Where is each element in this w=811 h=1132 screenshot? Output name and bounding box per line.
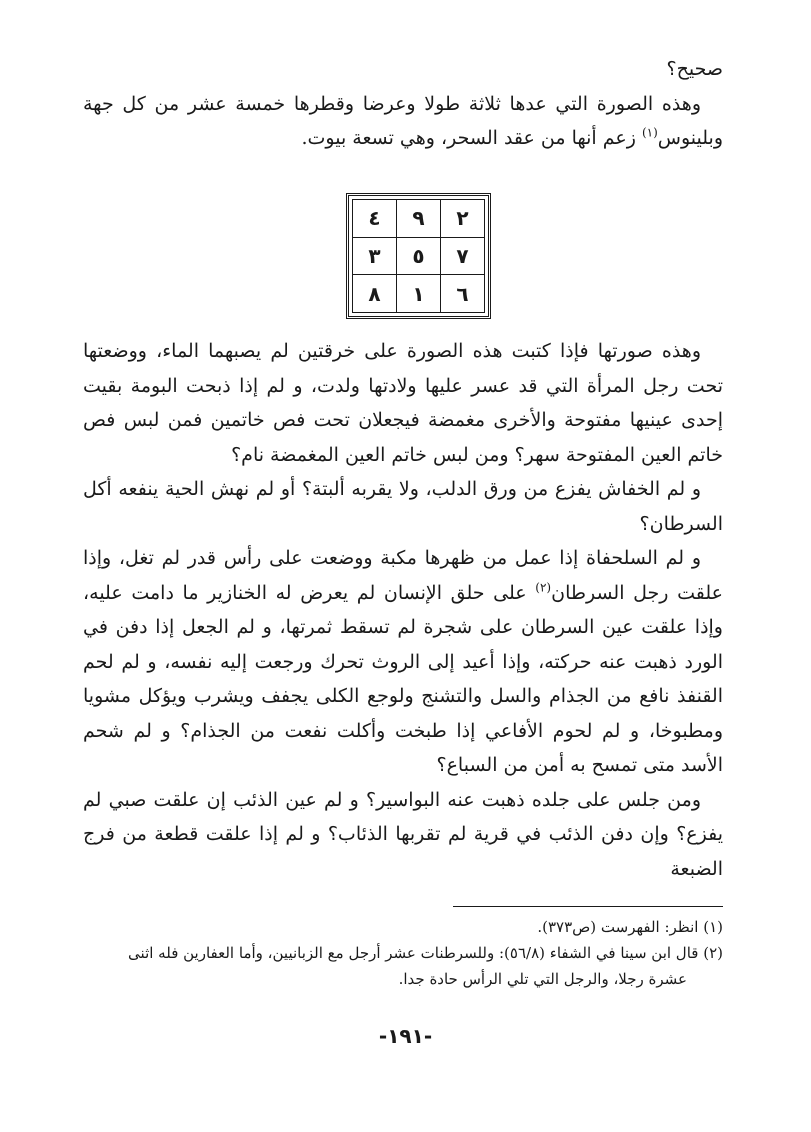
- paragraph-text: على حلق الإنسان لم يعرض له الخنازير ما دامت عليه، وإذا علقت عين السرطان على شجرة لم تسقط ثمرتها، و لم الجعل إذا دفن في الورد ذهبت عنه حركته، وإذا أعيد إلى الروث تحرك ورجعت إليه نفسه، و لم لحم القنفذ نافع من الجذام والسل والتشنج ولوجع الكلى يجفف ويشرب ويؤكل مشويا ومطبوخا، و لم لحوم الأفاعي إذا طبخت وأكلت نفعت من الجذام؟ و لم شحم الأسد متى تمسح به أمن من السباع؟: [83, 581, 723, 776]
- paragraph-square-use: وهذه صورتها فإذا كتبت هذه الصورة على خرقتين لم يصبهما الماء، ووضعتها تحت رجل المرأة التي قد عسر عليها ولادتها ولدت، و لم إذا ذبحت البومة بقيت إحدى عينيها مفتوحة والأخرى مغمضة فيجعلان تحت فص خاتمين فمن لبس فص خاتم العين المفتوحة سهر؟ ومن لبس خاتم العين المغمضة نام؟: [83, 340, 723, 466]
- square-cell: ١: [397, 275, 441, 313]
- paragraph-text: وهذه الصورة التي عدها ثلاثة طولا وعرضا وقطرها خمسة عشر من كل جهة وبلينوس: [83, 92, 723, 149]
- square-cell: ٧: [441, 237, 485, 275]
- footnote-separator: [453, 906, 723, 907]
- paragraph-text: و لم السلحفاة إذا عمل من ظهرها مكبة ووضعت على رأس قدر لم تغل، وإذا علقت رجل السرطان: [83, 547, 723, 604]
- footnote-2: (٢) قال ابن سينا في الشفاء (٥٦/٨): وللسرطنات عشر أرجل مع الزبانيين، وأما العفارين فله اثنى: [128, 944, 723, 962]
- square-row: [353, 275, 485, 313]
- paragraph-text: زعم أنها من عقد السحر، وهي تسعة بيوت.: [301, 127, 642, 149]
- square-cell: ٨: [353, 275, 397, 313]
- footnote-ref-1: (١): [641, 125, 658, 140]
- square-cell: ٥: [397, 237, 441, 275]
- footnote-1: (١) انظر: الفهرست (ص٣٧٣).: [537, 918, 723, 936]
- body-text: [83, 334, 723, 886]
- square-cell: ٢: [441, 200, 485, 238]
- footnotes: [83, 914, 723, 992]
- square-cell: ٤: [353, 200, 397, 238]
- paragraph-square-intro: [83, 87, 723, 156]
- magic-square-table: [352, 199, 485, 313]
- square-cell: ٩: [397, 200, 441, 238]
- magic-square: [346, 193, 491, 319]
- square-cell: ٣: [353, 237, 397, 275]
- footnote-2-continuation: عشرة رجلا، والرجل التي تلي الرأس حادة جدا.: [398, 970, 687, 988]
- line-sahih: صحيح؟: [666, 58, 723, 80]
- square-cell: ٦: [441, 275, 485, 313]
- top-text: [83, 52, 723, 156]
- page-number: -١٩١-: [378, 1024, 433, 1048]
- paragraph-bat: و لم الخفاش يفزع من ورق الدلب، ولا يقربه ألبتة؟ أو لم نهش الحية ينفعه أكل السرطان؟: [83, 478, 723, 535]
- paragraph-tortoise: [83, 541, 723, 783]
- square-row: [353, 200, 485, 238]
- footnote-ref-2: (٢): [535, 580, 552, 595]
- square-row: [353, 237, 485, 275]
- paragraph-wolf: ومن جلس على جلده ذهبت عنه البواسير؟ و لم عين الذئب إن علقت صبي لم يفزع؟ وإن دفن الذئب في قرية لم تقربها الذئاب؟ و لم إذا علقت قطعة من فرج الضبعة: [83, 788, 723, 880]
